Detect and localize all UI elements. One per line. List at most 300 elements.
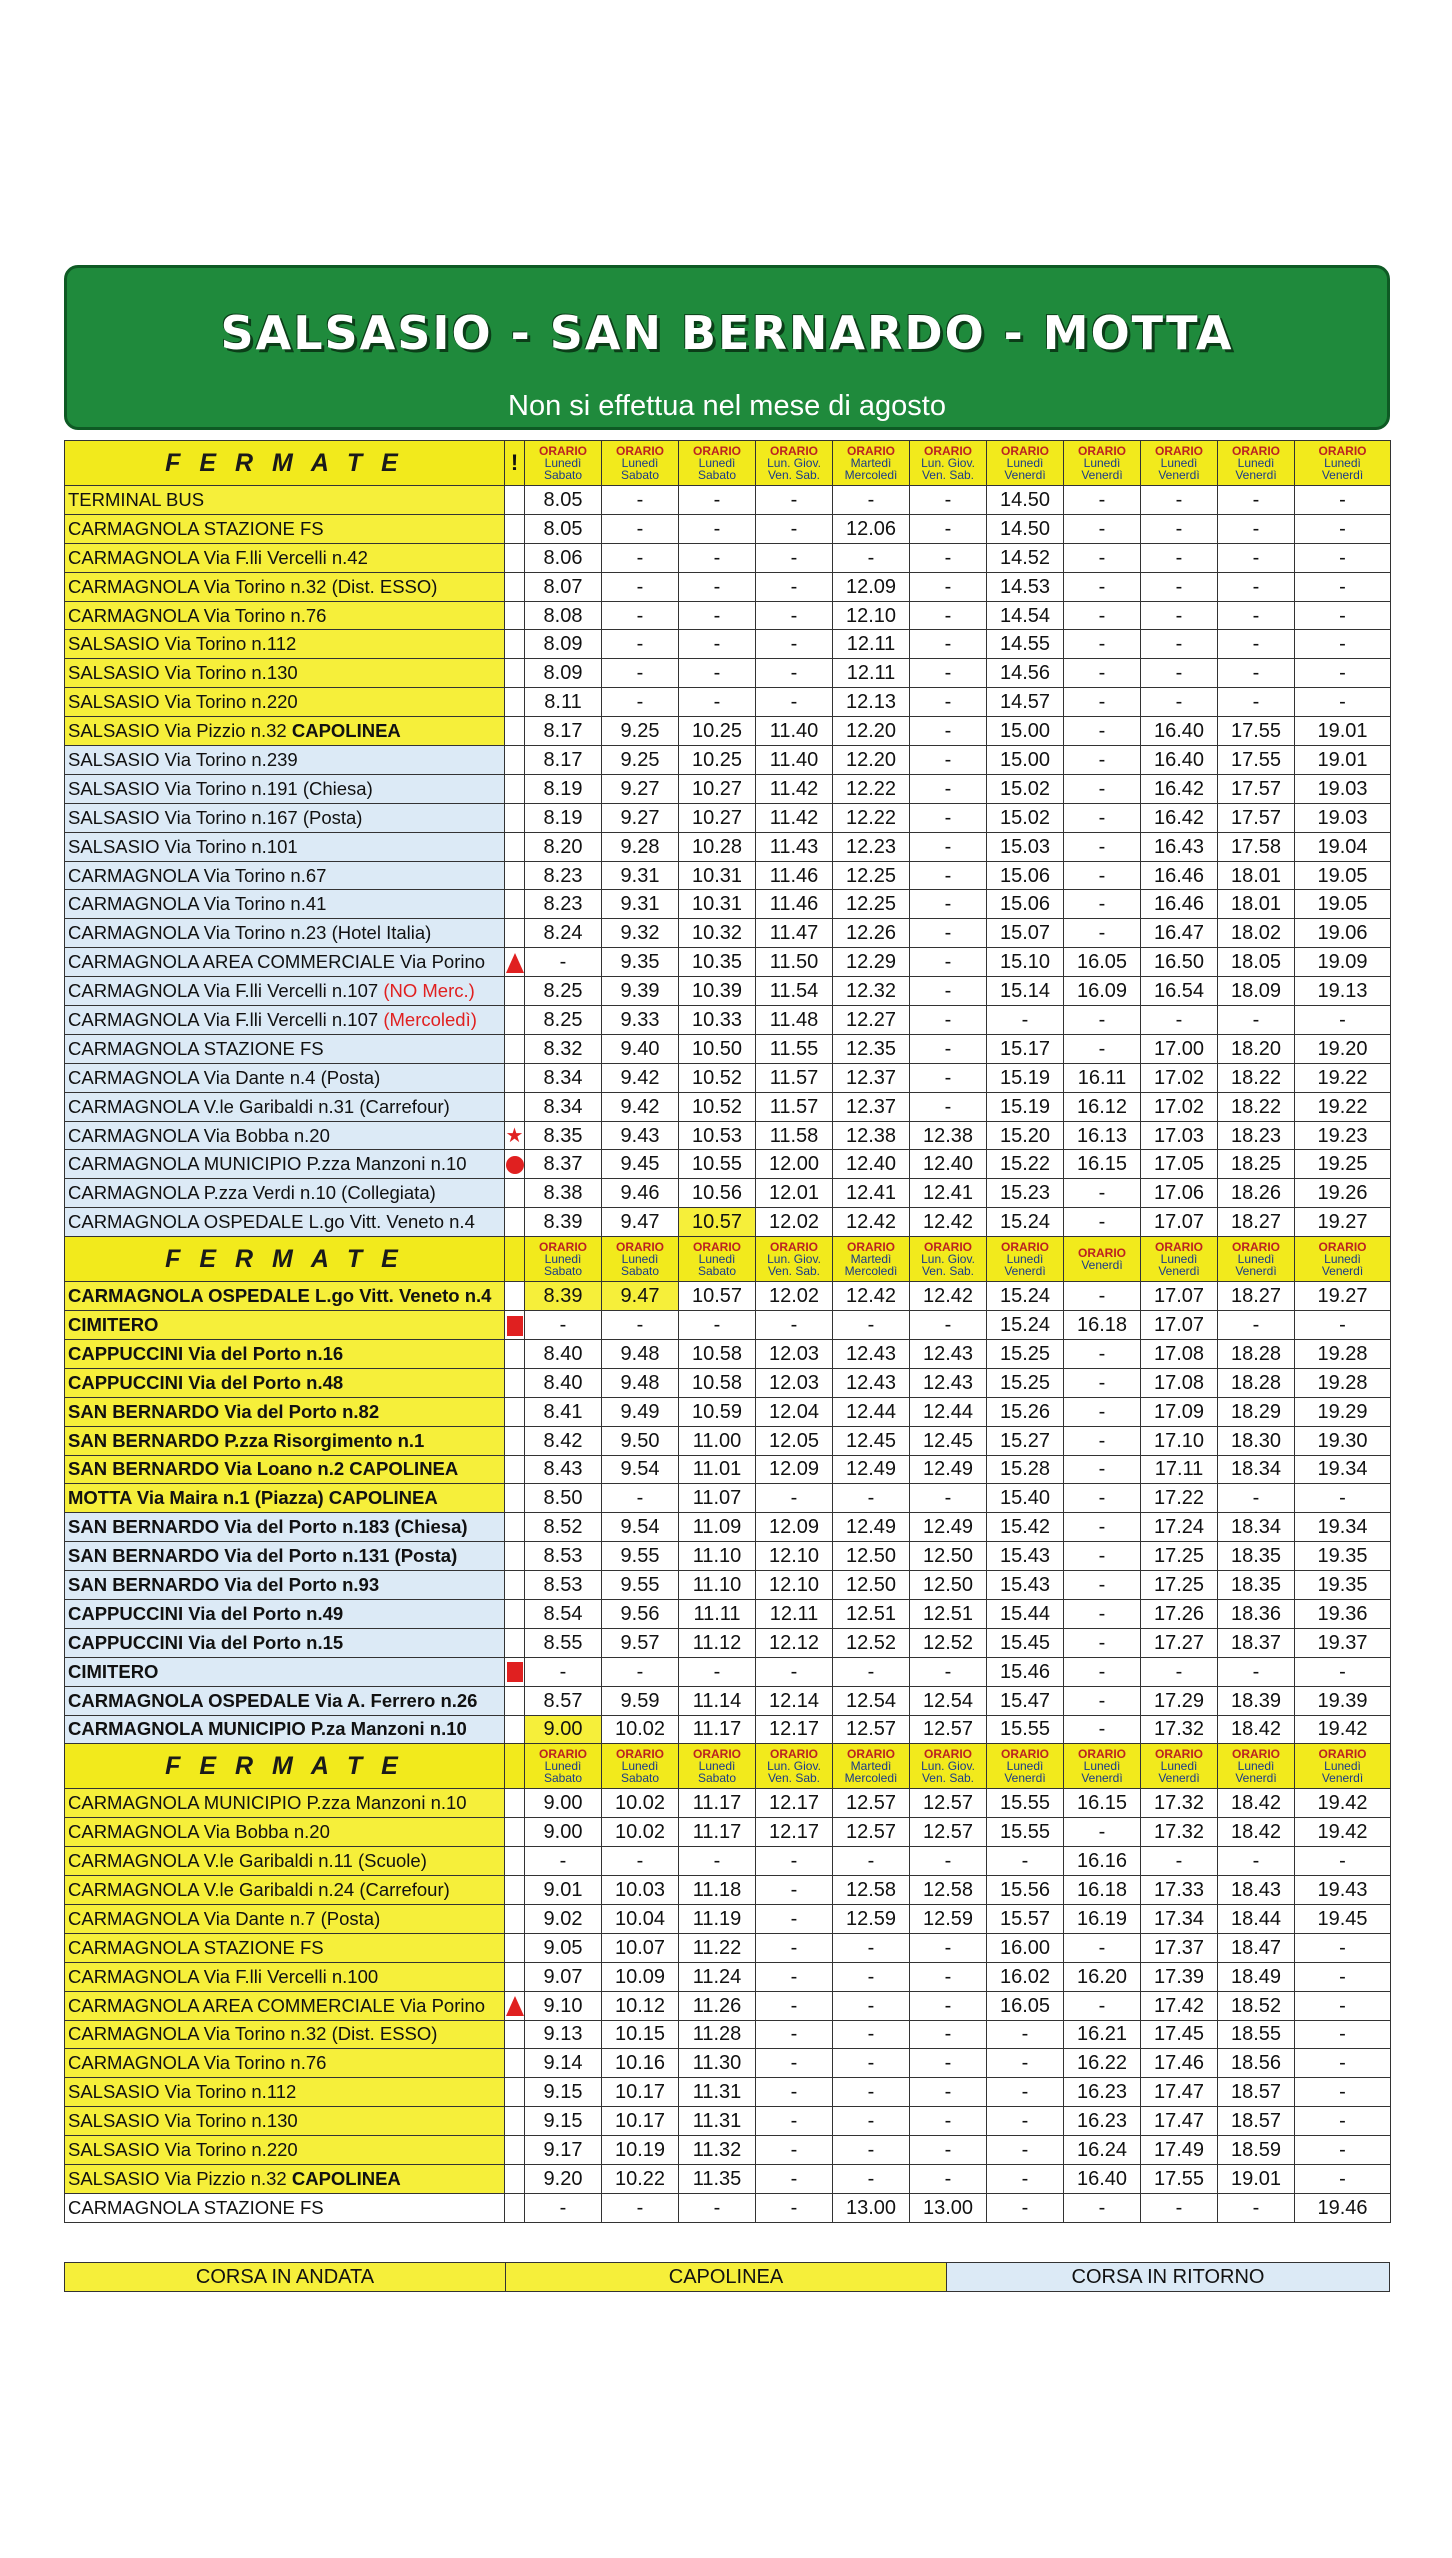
time-cell: 9.14: [525, 2049, 602, 2078]
time-cell: 8.07: [525, 572, 602, 601]
time-cell: 10.16: [602, 2049, 679, 2078]
time-cell: -: [1064, 1933, 1141, 1962]
time-cell: 18.59: [1218, 2136, 1295, 2165]
time-cell: 12.44: [910, 1397, 987, 1426]
stop-marker: [505, 919, 525, 948]
column-header: ORARIO Lunedì Venerdì: [987, 1744, 1064, 1789]
time-cell: 8.19: [525, 803, 602, 832]
time-cell: 17.27: [1141, 1628, 1218, 1657]
red-dot-icon: [506, 1156, 524, 1174]
time-cell: 18.09: [1218, 977, 1295, 1006]
stop-marker: [505, 1657, 525, 1686]
table-row: [65, 1092, 1391, 1121]
time-cell: 12.52: [910, 1628, 987, 1657]
time-cell: 17.57: [1218, 803, 1295, 832]
table-row: [65, 1034, 1391, 1063]
warning-triangle-icon: [506, 1996, 524, 2016]
time-cell: 8.09: [525, 659, 602, 688]
time-cell: 11.07: [679, 1484, 756, 1513]
time-cell: 8.25: [525, 1006, 602, 1035]
time-cell: 11.10: [679, 1542, 756, 1571]
time-cell: 17.10: [1141, 1426, 1218, 1455]
time-cell: 8.34: [525, 1063, 602, 1092]
stop-marker: [505, 1484, 525, 1513]
time-cell: 18.42: [1218, 1789, 1295, 1818]
stop-name: CARMAGNOLA Via Torino n.41: [65, 890, 505, 919]
time-cell: 19.37: [1295, 1628, 1391, 1657]
time-cell: 10.53: [679, 1121, 756, 1150]
time-cell: 18.02: [1218, 919, 1295, 948]
legend: [64, 2262, 1390, 2292]
time-cell: 16.11: [1064, 1063, 1141, 1092]
stop-marker: [505, 1368, 525, 1397]
column-header: ORARIO Venerdì: [1064, 1237, 1141, 1282]
time-cell: -: [910, 1657, 987, 1686]
time-cell: 15.02: [987, 803, 1064, 832]
time-cell: 12.09: [756, 1455, 833, 1484]
time-cell: 9.17: [525, 2136, 602, 2165]
time-cell: 9.27: [602, 803, 679, 832]
time-cell: -: [602, 2193, 679, 2222]
time-cell: 10.12: [602, 1991, 679, 2020]
column-header: ORARIO Lunedì Venerdì: [987, 441, 1064, 486]
time-cell: 12.43: [833, 1339, 910, 1368]
time-cell: 10.09: [602, 1962, 679, 1991]
table-row: [65, 2136, 1391, 2165]
legend-ritorno: CORSA IN RITORNO: [947, 2263, 1389, 2291]
table-row: [65, 1904, 1391, 1933]
time-cell: -: [987, 1847, 1064, 1876]
time-cell: -: [602, 630, 679, 659]
header-marker: !: [505, 441, 525, 486]
time-cell: 17.05: [1141, 1150, 1218, 1179]
time-cell: 10.04: [602, 1904, 679, 1933]
time-cell: 9.13: [525, 2020, 602, 2049]
stop-marker: [505, 1311, 525, 1340]
stop-name: CAPPUCCINI Via del Porto n.16: [65, 1339, 505, 1368]
column-header: ORARIO Lunedì Sabato: [679, 1237, 756, 1282]
time-cell: 12.57: [910, 1715, 987, 1744]
time-cell: 18.49: [1218, 1962, 1295, 1991]
time-cell: 19.27: [1295, 1208, 1391, 1237]
table-row: [65, 1179, 1391, 1208]
time-cell: 12.38: [833, 1121, 910, 1150]
time-cell: 14.56: [987, 659, 1064, 688]
time-cell: 15.55: [987, 1789, 1064, 1818]
time-cell: 12.10: [756, 1542, 833, 1571]
time-cell: 12.41: [833, 1179, 910, 1208]
time-cell: -: [525, 2193, 602, 2222]
time-cell: 15.25: [987, 1368, 1064, 1397]
time-cell: 12.38: [910, 1121, 987, 1150]
time-cell: -: [1064, 1368, 1141, 1397]
stop-marker: [505, 1339, 525, 1368]
stop-marker: [505, 1150, 525, 1179]
time-cell: 11.22: [679, 1933, 756, 1962]
stop-name: CARMAGNOLA P.zza Verdi n.10 (Collegiata): [65, 1179, 505, 1208]
time-cell: -: [679, 630, 756, 659]
time-cell: -: [1141, 514, 1218, 543]
table-row: [65, 1657, 1391, 1686]
time-cell: 14.57: [987, 688, 1064, 717]
table-row: [65, 572, 1391, 601]
time-cell: 17.49: [1141, 2136, 1218, 2165]
time-cell: 11.47: [756, 919, 833, 948]
column-header: ORARIO Lunedì Sabato: [602, 1744, 679, 1789]
time-cell: 19.45: [1295, 1904, 1391, 1933]
time-cell: 11.17: [679, 1818, 756, 1847]
time-cell: -: [910, 948, 987, 977]
time-cell: 19.42: [1295, 1715, 1391, 1744]
stop-marker: [505, 1818, 525, 1847]
stop-marker: [505, 514, 525, 543]
time-cell: -: [910, 717, 987, 746]
stop-name: SALSASIO Via Torino n.167 (Posta): [65, 803, 505, 832]
time-cell: -: [1295, 486, 1391, 515]
table-row: [65, 1571, 1391, 1600]
column-header: ORARIO Lunedì Venerdì: [987, 1237, 1064, 1282]
time-cell: 11.42: [756, 803, 833, 832]
time-cell: 14.50: [987, 486, 1064, 515]
time-cell: 19.43: [1295, 1876, 1391, 1905]
time-cell: 12.45: [833, 1426, 910, 1455]
time-cell: 12.03: [756, 1339, 833, 1368]
time-cell: 19.13: [1295, 977, 1391, 1006]
time-cell: -: [1064, 746, 1141, 775]
time-cell: -: [833, 1962, 910, 1991]
time-cell: 16.23: [1064, 2078, 1141, 2107]
time-cell: 17.25: [1141, 1542, 1218, 1571]
time-cell: 19.05: [1295, 890, 1391, 919]
time-cell: 12.42: [910, 1282, 987, 1311]
stop-marker: [505, 543, 525, 572]
time-cell: -: [1064, 1179, 1141, 1208]
stop-name: CARMAGNOLA Via F.lli Vercelli n.42: [65, 543, 505, 572]
stop-name: SAN BERNARDO Via del Porto n.93: [65, 1571, 505, 1600]
time-cell: 19.01: [1295, 717, 1391, 746]
time-cell: -: [756, 2049, 833, 2078]
time-cell: 8.17: [525, 717, 602, 746]
time-cell: 9.31: [602, 890, 679, 919]
time-cell: 16.00: [987, 1933, 1064, 1962]
time-cell: 12.57: [833, 1789, 910, 1818]
time-cell: 18.43: [1218, 1876, 1295, 1905]
time-cell: -: [1064, 1282, 1141, 1311]
time-cell: 15.27: [987, 1426, 1064, 1455]
stop-name: CARMAGNOLA MUNICIPIO P.za Manzoni n.10: [65, 1715, 505, 1744]
time-cell: 17.06: [1141, 1179, 1218, 1208]
stop-name: CAPPUCCINI Via del Porto n.49: [65, 1599, 505, 1628]
stop-marker: [505, 2107, 525, 2136]
table-row: [65, 2107, 1391, 2136]
time-cell: 17.02: [1141, 1092, 1218, 1121]
stop-marker: [505, 861, 525, 890]
time-cell: -: [1218, 572, 1295, 601]
stop-marker: [505, 2136, 525, 2165]
time-cell: 19.22: [1295, 1063, 1391, 1092]
time-cell: 16.50: [1141, 948, 1218, 977]
stop-name: SALSASIO Via Torino n.220: [65, 688, 505, 717]
stop-marker: [505, 688, 525, 717]
stop-marker: [505, 1571, 525, 1600]
time-cell: 12.49: [833, 1513, 910, 1542]
time-cell: -: [1064, 572, 1141, 601]
time-cell: 18.57: [1218, 2107, 1295, 2136]
time-cell: 12.35: [833, 1034, 910, 1063]
time-cell: 15.44: [987, 1599, 1064, 1628]
time-cell: 17.07: [1141, 1311, 1218, 1340]
time-cell: 11.28: [679, 2020, 756, 2049]
time-cell: 16.13: [1064, 1121, 1141, 1150]
time-cell: -: [1141, 486, 1218, 515]
time-cell: 18.05: [1218, 948, 1295, 977]
time-cell: -: [910, 1311, 987, 1340]
time-cell: -: [1295, 1006, 1391, 1035]
time-cell: -: [910, 2164, 987, 2193]
time-cell: 9.02: [525, 1904, 602, 1933]
time-cell: 8.50: [525, 1484, 602, 1513]
time-cell: 17.29: [1141, 1686, 1218, 1715]
stop-name: CARMAGNOLA OSPEDALE Via A. Ferrero n.26: [65, 1686, 505, 1715]
time-cell: -: [910, 1092, 987, 1121]
table-row: [65, 601, 1391, 630]
time-cell: -: [910, 890, 987, 919]
stop-name: SAN BERNARDO Via del Porto n.131 (Posta): [65, 1542, 505, 1571]
table-row: [65, 1962, 1391, 1991]
time-cell: 11.14: [679, 1686, 756, 1715]
time-cell: -: [756, 572, 833, 601]
time-cell: 18.42: [1218, 1818, 1295, 1847]
time-cell: 8.53: [525, 1542, 602, 1571]
time-cell: -: [1295, 2107, 1391, 2136]
time-cell: -: [910, 861, 987, 890]
time-cell: 9.42: [602, 1063, 679, 1092]
time-cell: 17.37: [1141, 1933, 1218, 1962]
stop-marker: [505, 774, 525, 803]
time-cell: -: [602, 1847, 679, 1876]
time-cell: 11.12: [679, 1628, 756, 1657]
time-cell: -: [1218, 601, 1295, 630]
time-cell: -: [1218, 688, 1295, 717]
time-cell: 8.05: [525, 486, 602, 515]
time-cell: -: [756, 514, 833, 543]
time-cell: -: [1064, 1991, 1141, 2020]
time-cell: 12.43: [833, 1368, 910, 1397]
stop-marker: [505, 1991, 525, 2020]
time-cell: 17.03: [1141, 1121, 1218, 1150]
stop-name: SALSASIO Via Torino n.191 (Chiesa): [65, 774, 505, 803]
time-cell: 8.09: [525, 630, 602, 659]
time-cell: 12.50: [833, 1571, 910, 1600]
column-header: ORARIO Lunedì Venerdì: [1218, 441, 1295, 486]
time-cell: -: [1064, 803, 1141, 832]
time-cell: 15.25: [987, 1339, 1064, 1368]
time-cell: 9.57: [602, 1628, 679, 1657]
time-cell: 12.44: [833, 1397, 910, 1426]
time-cell: 19.34: [1295, 1513, 1391, 1542]
time-cell: 10.55: [679, 1150, 756, 1179]
time-cell: 15.06: [987, 890, 1064, 919]
time-cell: 11.31: [679, 2078, 756, 2107]
time-cell: 9.39: [602, 977, 679, 1006]
time-cell: -: [833, 1657, 910, 1686]
time-cell: -: [756, 486, 833, 515]
time-cell: 10.03: [602, 1876, 679, 1905]
time-cell: 9.15: [525, 2078, 602, 2107]
time-cell: 12.49: [910, 1455, 987, 1484]
time-cell: 12.42: [910, 1208, 987, 1237]
time-cell: 8.39: [525, 1208, 602, 1237]
stop-marker: [505, 1455, 525, 1484]
time-cell: 17.47: [1141, 2078, 1218, 2107]
time-cell: 9.55: [602, 1542, 679, 1571]
time-cell: -: [756, 1876, 833, 1905]
time-cell: 10.31: [679, 890, 756, 919]
time-cell: -: [1064, 601, 1141, 630]
time-cell: -: [910, 2107, 987, 2136]
time-cell: 15.00: [987, 746, 1064, 775]
time-cell: 12.57: [833, 1715, 910, 1744]
stop-name: CARMAGNOLA STAZIONE FS: [65, 2193, 505, 2222]
column-header: ORARIO Lunedì Venerdì: [1218, 1744, 1295, 1789]
time-cell: 19.39: [1295, 1686, 1391, 1715]
time-cell: -: [1064, 486, 1141, 515]
stop-name: SALSASIO Via Torino n.101: [65, 832, 505, 861]
time-cell: 18.22: [1218, 1063, 1295, 1092]
time-cell: -: [756, 543, 833, 572]
table-row: [65, 1208, 1391, 1237]
time-cell: 8.06: [525, 543, 602, 572]
table-row: [65, 774, 1391, 803]
time-cell: -: [1141, 572, 1218, 601]
time-cell: -: [987, 2136, 1064, 2165]
time-cell: 18.01: [1218, 890, 1295, 919]
time-cell: 10.02: [602, 1818, 679, 1847]
time-cell: -: [833, 1933, 910, 1962]
table-row: [65, 1063, 1391, 1092]
table-row: [65, 2193, 1391, 2222]
time-cell: 18.35: [1218, 1542, 1295, 1571]
time-cell: -: [756, 1311, 833, 1340]
time-cell: 19.42: [1295, 1818, 1391, 1847]
legend-capolinea: CAPOLINEA: [506, 2263, 947, 2291]
time-cell: 15.45: [987, 1628, 1064, 1657]
time-cell: -: [910, 1006, 987, 1035]
stop-name: CARMAGNOLA Via Torino n.32 (Dist. ESSO): [65, 2020, 505, 2049]
time-cell: -: [602, 659, 679, 688]
time-cell: 9.00: [525, 1818, 602, 1847]
table-row: [65, 919, 1391, 948]
time-cell: -: [1141, 1847, 1218, 1876]
time-cell: 11.40: [756, 746, 833, 775]
time-cell: 15.24: [987, 1311, 1064, 1340]
time-cell: -: [1218, 630, 1295, 659]
time-cell: -: [833, 2107, 910, 2136]
time-cell: -: [756, 2107, 833, 2136]
time-cell: 12.42: [833, 1282, 910, 1311]
time-cell: 18.56: [1218, 2049, 1295, 2078]
time-cell: 8.41: [525, 1397, 602, 1426]
time-cell: -: [679, 572, 756, 601]
time-cell: 17.32: [1141, 1818, 1218, 1847]
stop-marker: [505, 1426, 525, 1455]
time-cell: 8.08: [525, 601, 602, 630]
time-cell: 12.49: [833, 1455, 910, 1484]
time-cell: 18.35: [1218, 1571, 1295, 1600]
stop-name: SALSASIO Via Torino n.220: [65, 2136, 505, 2165]
table-row: [65, 1455, 1391, 1484]
time-cell: 18.34: [1218, 1455, 1295, 1484]
stop-marker: [505, 601, 525, 630]
stop-marker: [505, 1034, 525, 1063]
stop-name: CIMITERO: [65, 1311, 505, 1340]
time-cell: 10.02: [602, 1789, 679, 1818]
stop-marker: [505, 486, 525, 515]
table-row: [65, 861, 1391, 890]
time-cell: 12.58: [833, 1876, 910, 1905]
stop-marker: [505, 977, 525, 1006]
time-cell: -: [910, 977, 987, 1006]
time-cell: -: [756, 688, 833, 717]
stop-marker: [505, 1513, 525, 1542]
table-row: [65, 803, 1391, 832]
time-cell: 16.46: [1141, 890, 1218, 919]
time-cell: -: [910, 2020, 987, 2049]
time-cell: 11.55: [756, 1034, 833, 1063]
stop-name: CARMAGNOLA Via Bobba n.20: [65, 1818, 505, 1847]
time-cell: -: [1064, 1818, 1141, 1847]
time-cell: 14.50: [987, 514, 1064, 543]
time-cell: -: [1295, 2049, 1391, 2078]
time-cell: -: [910, 659, 987, 688]
time-cell: 12.37: [833, 1092, 910, 1121]
time-cell: 19.28: [1295, 1339, 1391, 1368]
time-cell: 18.01: [1218, 861, 1295, 890]
time-cell: 10.28: [679, 832, 756, 861]
time-cell: 19.01: [1218, 2164, 1295, 2193]
table-row: [65, 1513, 1391, 1542]
time-cell: 10.27: [679, 774, 756, 803]
time-cell: 9.00: [525, 1789, 602, 1818]
time-cell: -: [756, 1991, 833, 2020]
time-cell: 12.06: [833, 514, 910, 543]
time-cell: 8.54: [525, 1599, 602, 1628]
time-cell: -: [602, 486, 679, 515]
column-header: ORARIO Martedì Mercoledì: [833, 1744, 910, 1789]
table-row: [65, 1991, 1391, 2020]
time-cell: 19.26: [1295, 1179, 1391, 1208]
column-header: ORARIO Lunedì Venerdì: [1141, 1744, 1218, 1789]
stop-marker: [505, 1876, 525, 1905]
time-cell: -: [1218, 486, 1295, 515]
route-title: SALSASIO - SAN BERNARDO - MOTTA: [220, 306, 1234, 360]
time-cell: -: [602, 1311, 679, 1340]
time-cell: -: [1064, 1397, 1141, 1426]
column-header: ORARIO Lun. Giov. Ven. Sab.: [756, 1237, 833, 1282]
time-cell: 18.28: [1218, 1368, 1295, 1397]
stop-marker: [505, 630, 525, 659]
time-cell: 11.10: [679, 1571, 756, 1600]
column-header: ORARIO Lunedì Sabato: [525, 441, 602, 486]
time-cell: -: [1064, 1426, 1141, 1455]
time-cell: -: [1141, 1657, 1218, 1686]
time-cell: 18.20: [1218, 1034, 1295, 1063]
route-header: [64, 265, 1390, 430]
time-cell: 15.00: [987, 717, 1064, 746]
time-cell: 19.06: [1295, 919, 1391, 948]
stop-name: CARMAGNOLA V.le Garibaldi n.31 (Carrefour): [65, 1092, 505, 1121]
time-cell: -: [1295, 543, 1391, 572]
